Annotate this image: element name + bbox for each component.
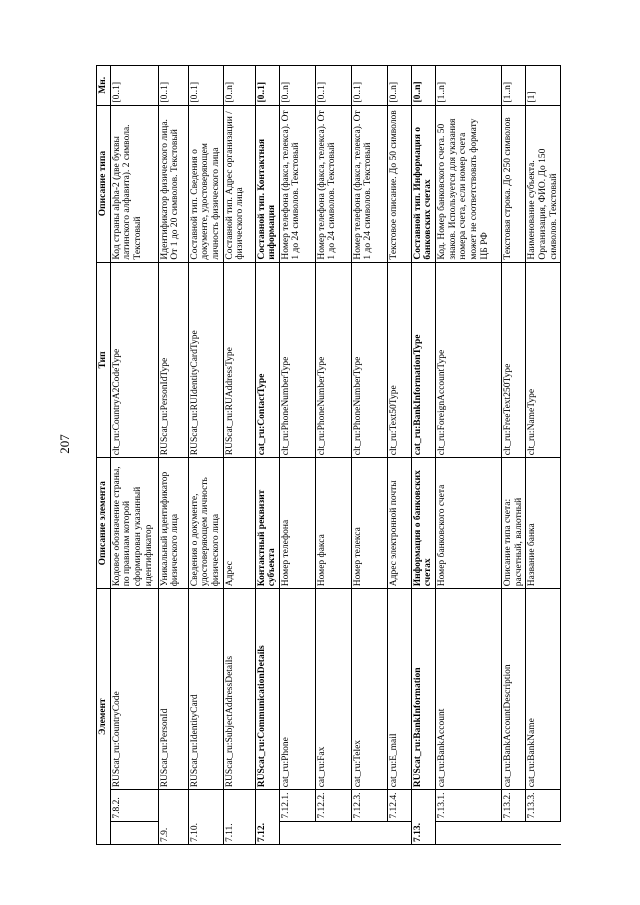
- type-description: Составной тип. Сведения о документе, удостоверяющем личность физического лица: [188, 105, 223, 262]
- header-type: Тип: [97, 262, 111, 458]
- element-name: cat_ru:BankAccount: [436, 589, 502, 790]
- element-name: RUScat_ru:PersonId: [158, 589, 188, 790]
- multiplicity: [0..1]: [158, 66, 188, 106]
- table-row: [223, 66, 255, 845]
- indent-cell: [351, 821, 387, 844]
- table-header-row: [97, 66, 111, 845]
- element-name: RUScat_ru:CommunicationDetails: [255, 589, 279, 790]
- header-element-description: Описание элемента: [97, 458, 111, 589]
- indent-cell: [279, 821, 315, 844]
- multiplicity: [0..1]: [110, 66, 158, 106]
- table-row: [110, 66, 158, 845]
- multiplicity: [0..1]: [255, 66, 279, 106]
- type-name: cat_ru:ContactType: [255, 262, 279, 458]
- table-row: [387, 66, 411, 845]
- element-name: cat_ru:Fax: [315, 589, 351, 790]
- type-description: Номер телефона (факса, телекса). От 1 до 24 символов. Текстовый: [315, 105, 351, 262]
- table-row: [436, 66, 502, 845]
- rotated-page: [96, 65, 600, 845]
- type-name: clt_ru:PhoneNumberType: [315, 262, 351, 458]
- row-number: 7.12.2.: [315, 790, 351, 821]
- type-description: Код. Номер банковского счета. 50 знаков. Используется для указания номера счета, если номер счета может не соответствовать формату ЦБ РФ: [436, 105, 502, 262]
- header-type-description: Описание типа: [97, 105, 111, 262]
- multiplicity: [0..n]: [411, 66, 435, 106]
- type-name: clt_ru:PhoneNumberType: [351, 262, 387, 458]
- type-name: clt_ru:NameType: [526, 262, 561, 458]
- element-description: Номер телекса: [351, 458, 387, 589]
- type-name: RUScat_ru:RUIdentityCardType: [188, 262, 223, 458]
- element-name: cat_ru:Telex: [351, 589, 387, 790]
- type-name: clt_ru:PhoneNumberType: [279, 262, 315, 458]
- indent-cell: [387, 821, 411, 844]
- type-description: Номер телефона (факса, телекса). От 1 до 24 символов. Текстовый: [351, 105, 387, 262]
- row-number: 7.13.3.: [526, 790, 561, 821]
- multiplicity: [0..n]: [279, 66, 315, 106]
- element-name: RUScat_ru:BankInformation: [411, 589, 435, 790]
- table-row: [351, 66, 387, 845]
- indent-cell: [110, 821, 158, 844]
- element-description: Описание типа счета: расчетный, валютный: [502, 458, 526, 589]
- multiplicity: [0..1]: [315, 66, 351, 106]
- element-description: Уникальный идентификатор физического лица: [158, 458, 188, 589]
- element-description: Номер банковского счета: [436, 458, 502, 589]
- indent-cell: [526, 821, 561, 844]
- row-number: 7.12.: [255, 790, 279, 845]
- multiplicity: [1..n]: [502, 66, 526, 106]
- row-number: 7.9.: [158, 790, 188, 845]
- multiplicity: [1]: [526, 66, 561, 106]
- table-row: [255, 66, 279, 845]
- row-number: 7.10.: [188, 790, 223, 845]
- type-description: Текстовая строка. До 250 символов: [502, 105, 526, 262]
- multiplicity: [0..1]: [188, 66, 223, 106]
- elements-table: [96, 65, 561, 845]
- table-row: [279, 66, 315, 845]
- indent-cell: [502, 821, 526, 844]
- table-body: [110, 66, 561, 845]
- header-element: Элемент: [97, 589, 111, 845]
- type-description: Составной тип. Контактная информация: [255, 105, 279, 262]
- table-row: [158, 66, 188, 845]
- indent-cell: [436, 821, 502, 844]
- table-row: [502, 66, 526, 845]
- type-name: clt_ru:FreeText250Type: [502, 262, 526, 458]
- row-number: 7.13.: [411, 790, 435, 845]
- row-number: 7.12.1.: [279, 790, 315, 821]
- element-description: Номер телефона: [279, 458, 315, 589]
- row-number: 7.11.: [223, 790, 255, 845]
- type-name: clt_ru:CountryA2CodeType: [110, 262, 158, 458]
- table-row: [315, 66, 351, 845]
- row-number: 7.13.2.: [502, 790, 526, 821]
- header-multiplicity: Мн.: [97, 66, 111, 106]
- multiplicity: [0..n]: [223, 66, 255, 106]
- table-row: [188, 66, 223, 845]
- row-number: 7.8.2.: [110, 790, 158, 821]
- table-row: [411, 66, 435, 845]
- type-name: RUScat_ru:PersonIdType: [158, 262, 188, 458]
- element-description: Сведения о документе, удостоверяющем личность физического лица: [188, 458, 223, 589]
- type-description: Текстовое описание. До 50 символов: [387, 105, 411, 262]
- type-description: Составной тип. Адрес организации / физического лица: [223, 105, 255, 262]
- type-description: Наименование субъекта. Организация, ФИО. До 150 символов. Текстовый: [526, 105, 561, 262]
- row-number: 7.12.4.: [387, 790, 411, 821]
- multiplicity: [0..n]: [387, 66, 411, 106]
- element-description: Название банка: [526, 458, 561, 589]
- element-name: RUScat_ru:IdentityCard: [188, 589, 223, 790]
- element-description: Контактный реквизит субъекта: [255, 458, 279, 589]
- element-name: cat_ru:E_mail: [387, 589, 411, 790]
- element-name: RUScat_ru:SubjectAddressDetails: [223, 589, 255, 790]
- type-description: Составной тип. Информация о банковских счетах: [411, 105, 435, 262]
- type-description: Код страны alpha-2 (две буквы латинского алфавита). 2 символа. Текстовый: [110, 105, 158, 262]
- element-description: Информация о банковских счетах: [411, 458, 435, 589]
- multiplicity: [0..1]: [351, 66, 387, 106]
- row-number: 7.12.3.: [351, 790, 387, 821]
- element-description: Адрес: [223, 458, 255, 589]
- table-row: [526, 66, 561, 845]
- element-description: Номер факса: [315, 458, 351, 589]
- element-name: cat_ru:BankName: [526, 589, 561, 790]
- element-description: Кодовое обозначение страны, по правилам которой сформирован указанный идентификатор: [110, 458, 158, 589]
- type-description: Идентификатор физического лица. От 1 до 20 символов. Текстовый: [158, 105, 188, 262]
- multiplicity: [1..n]: [436, 66, 502, 106]
- type-name: clt_ru:ForeignAccountType: [436, 262, 502, 458]
- element-name: RUScat_ru:CountryCode: [110, 589, 158, 790]
- indent-cell: [315, 821, 351, 844]
- type-name: clt_ru:Text50Type: [387, 262, 411, 458]
- element-description: Адрес электронной почты: [387, 458, 411, 589]
- type-description: Номер телефона (факса, телекса). От 1 до 24 символов. Текстовый: [279, 105, 315, 262]
- element-name: cat_ru:BankAccountDescription: [502, 589, 526, 790]
- element-name: cat_ru:Phone: [279, 589, 315, 790]
- row-number: 7.13.1.: [436, 790, 502, 821]
- page-number: 207: [57, 434, 72, 454]
- type-name: cat_ru:BankInformationType: [411, 262, 435, 458]
- type-name: RUScat_ru:RUAddressType: [223, 262, 255, 458]
